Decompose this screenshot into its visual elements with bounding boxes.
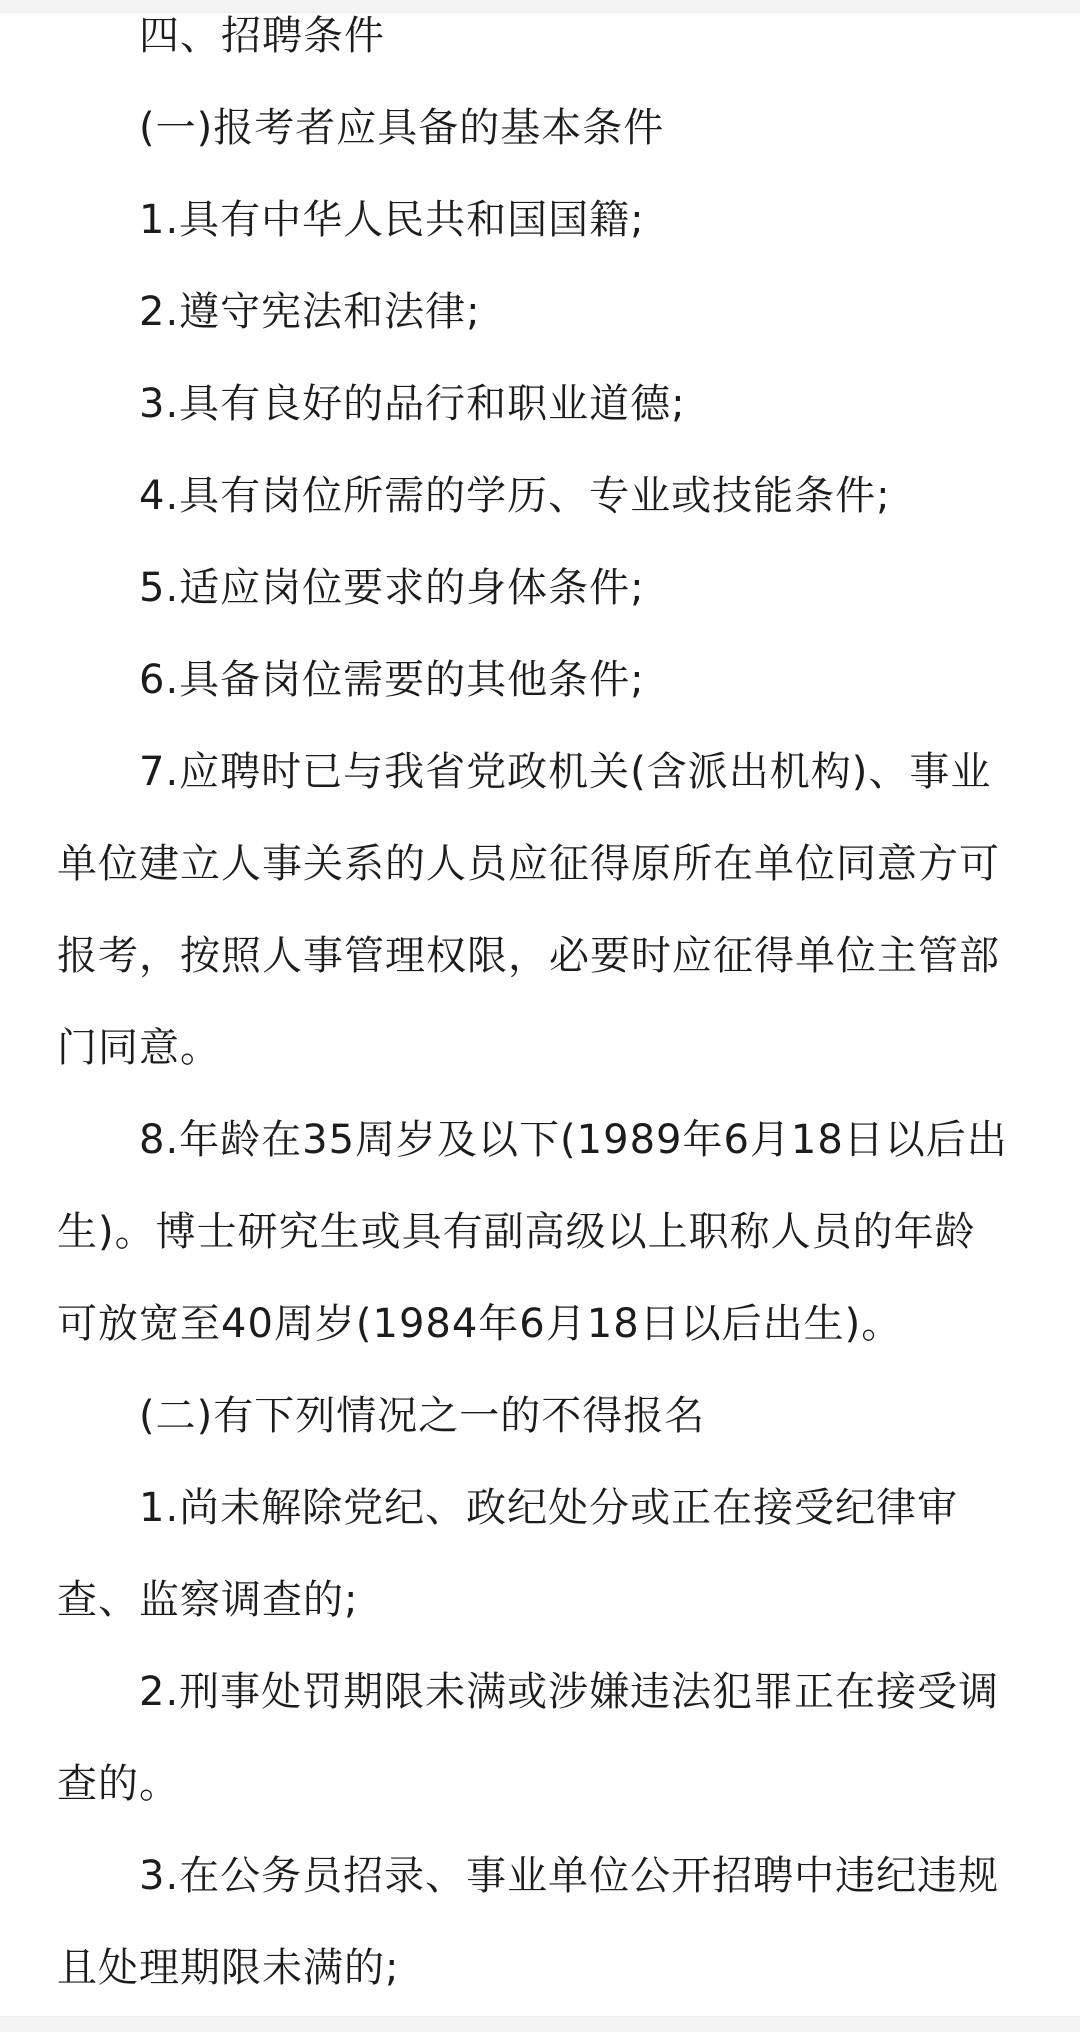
condition-item: 3.具有良好的品行和职业道德; [139,381,686,427]
paragraph-line: 报考，按照人事管理权限，必要时应征得单位主管部 [57,933,1000,979]
paragraph-line: 单位建立人事关系的人员应征得原所在单位同意方可 [57,841,1000,887]
condition-item: 7.应聘时已与我省党政机关(含派出机构)、事业 [139,749,992,795]
exclusion-item: 3.在公务员招录、事业单位公开招聘中违纪违规 [139,1853,1000,1899]
paragraph-line: 查的。 [57,1761,180,1807]
section-heading: 四、招聘条件 [139,13,385,59]
condition-item: 5.适应岗位要求的身体条件; [139,565,645,611]
exclusion-item: 2.刑事处罚期限未满或涉嫌违法犯罪正在接受调 [139,1669,1000,1715]
paragraph-line: 门同意。 [57,1025,221,1071]
condition-item: 4.具有岗位所需的学历、专业或技能条件; [139,473,891,519]
condition-item: 2.遵守宪法和法律; [139,289,481,335]
condition-item: 8.年龄在35周岁及以下(1989年6月18日以后出 [139,1117,1008,1163]
paragraph-line: 生)。博士研究生或具有副高级以上职称人员的年龄 [57,1209,976,1255]
paragraph-line: 且处理期限未满的; [57,1945,400,1991]
subsection-heading: (一)报考者应具备的基本条件 [139,105,665,151]
subsection-heading: (二)有下列情况之一的不得报名 [139,1393,706,1439]
condition-item: 6.具备岗位需要的其他条件; [139,657,645,703]
condition-item: 1.具有中华人民共和国国籍; [139,197,645,243]
exclusion-item: 1.尚未解除党纪、政纪处分或正在接受纪律审 [139,1485,959,1531]
paragraph-line: 可放宽至40周岁(1984年6月18日以后出生)。 [57,1301,903,1347]
bottom-divider [0,2016,1080,2032]
paragraph-line: 查、监察调查的; [57,1577,359,1623]
